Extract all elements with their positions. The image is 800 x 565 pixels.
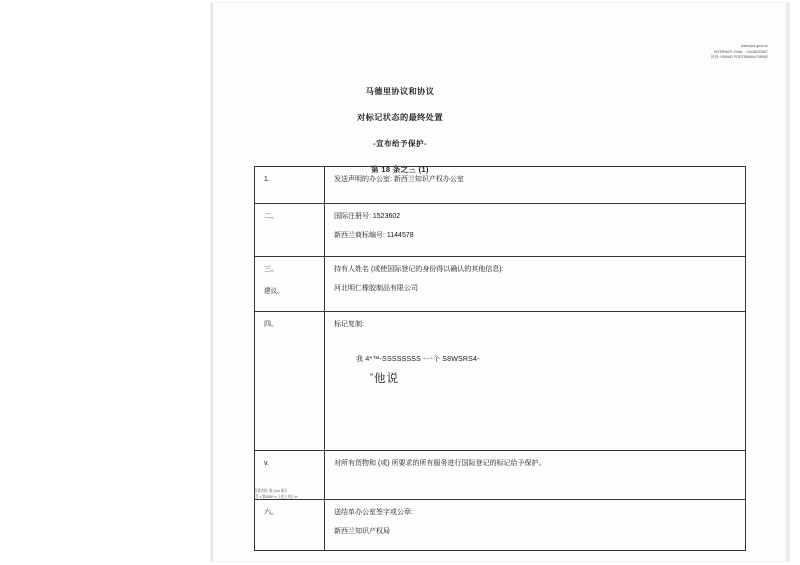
footer-fine-print xyxy=(254,488,298,501)
mark-large-text xyxy=(370,369,737,391)
document-titles xyxy=(0,88,800,173)
footer-meta-line-1: 引票内容: 第 ( ton 第页 xyxy=(254,488,288,494)
mark-reproduction xyxy=(356,353,737,390)
row-number-3: 三。 建议。 xyxy=(255,257,325,312)
page-declaration: -宣布给予保护- xyxy=(373,139,427,149)
row-number-4: 四。 xyxy=(255,312,325,451)
row-content-protection-statement: 对所有货物和 (或) 所要求的所有服务进行国际登记的标记给予保护。 xyxy=(325,451,746,500)
table-row xyxy=(255,500,746,551)
row-content-office: 发送声明的办公室: 新西兰知识产权办公室 xyxy=(325,167,746,204)
declaration-table xyxy=(254,166,746,551)
page-article-reference: 第 18 条之三 (1) xyxy=(371,165,429,174)
mark-quote-glyph: ” xyxy=(370,371,374,382)
page-title: 马德里协议和协议 xyxy=(365,87,435,96)
table-row xyxy=(255,167,746,204)
table-row xyxy=(255,204,746,257)
header-meta-line-2: INTERNATI ONAL , +6448022607 xyxy=(713,49,768,54)
header-meta-line-3: 传真:+359942 PORTSMAN4748962 xyxy=(711,54,768,60)
mark-large-label: 他说 xyxy=(374,372,399,385)
row-number-1: 1. xyxy=(255,167,325,204)
header-meta-line-1: www.ipoi.govt.nz xyxy=(741,43,768,49)
row-number-6: 六。 xyxy=(255,500,325,551)
table-row xyxy=(255,451,746,500)
header-contact-meta xyxy=(711,44,768,61)
row-number-5: v. xyxy=(255,451,325,500)
row-number-2: 二。 xyxy=(255,204,325,257)
row-content-mark-reproduction: 标记复制: 我 4*™-SSSSSSSS -一个 S8WSRS4- ”他说 xyxy=(325,312,746,451)
mark-small-text: 我 4*™-SSSSSSSS -一个 S8WSRS4- xyxy=(356,356,480,364)
page-subtitle: 对标记状态的最终处置 xyxy=(357,113,443,123)
sheet-edge-right xyxy=(784,3,789,561)
footer-meta-line-2: *号 x 第8389 *x 上述上项方 x* xyxy=(254,494,298,500)
table-row xyxy=(255,312,746,451)
row-content-holder: 持有人姓名 (或使国际登记的身份得以确认的其他信息): 河北明仁橡胶制品有限公司 xyxy=(325,257,746,312)
row-content-signature: 送结单办公室签字或公章: 新西兰知识产权局 xyxy=(325,500,746,551)
row-content-registration-numbers: 国际注册号: 1523602 新西兰商标编号: 1144578 xyxy=(325,204,746,257)
sheet-edge-left xyxy=(211,3,214,561)
table-row xyxy=(255,257,746,312)
